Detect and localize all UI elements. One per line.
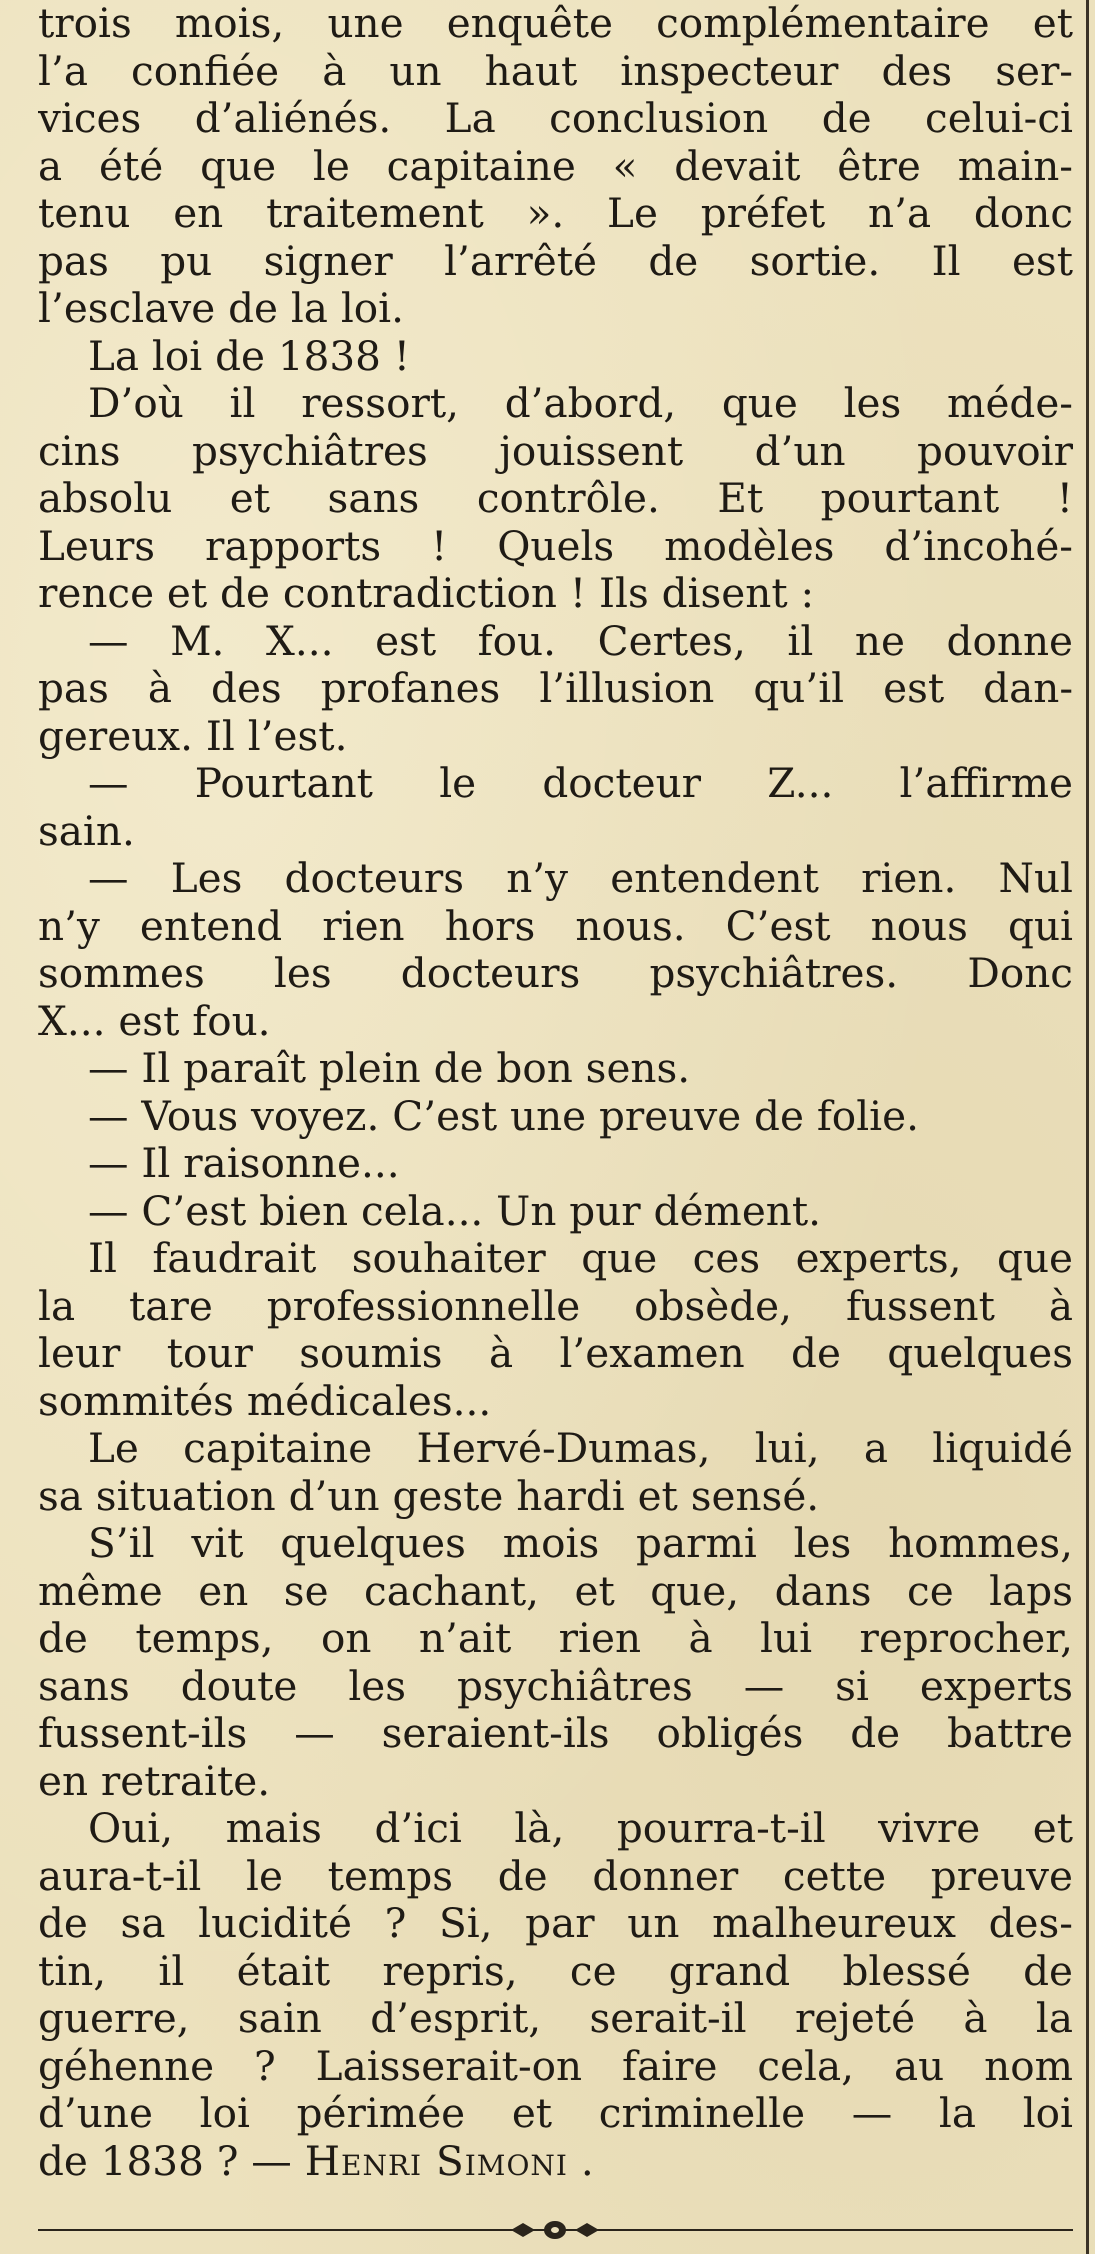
text-line: Leurs rapports ! Quels modèles d’incohé- [38, 522, 1073, 570]
text-line: Il faudrait souhaiter que ces experts, que [88, 1235, 1073, 1282]
text-line: tin, il était repris, ce grand blessé de [38, 1947, 1073, 1995]
text-line: l’a confiée à un haut inspecteur des ser- [38, 47, 1073, 95]
text-line: — Pourtant le docteur Z... l’affirme [88, 760, 1073, 807]
text-line: sa situation d’un geste hardi et sensé. [38, 1472, 820, 1520]
text-line: de sa lucidité ? Si, par un malheureux des- [38, 1900, 1073, 1947]
separator-rule-left [38, 2229, 483, 2231]
separator-ornament-icon [483, 2218, 628, 2242]
text-line: Oui, mais d’ici là, pourra-t-il vivre et [88, 1805, 1073, 1852]
text-line: sommes les docteurs psychiâtres. Donc [38, 950, 1073, 997]
text-line: sain. [38, 807, 135, 855]
end-separator [38, 2218, 1073, 2242]
text-line: gereux. Il l’est. [38, 712, 348, 760]
text-line: — Vous voyez. C’est une preuve de folie. [88, 1092, 919, 1140]
text-line: — Les docteurs n’y entendent rien. Nul [88, 855, 1073, 902]
text-line: absolu et sans contrôle. Et pourtant ! [38, 475, 1073, 522]
text-line: pas à des profanes l’illusion qu’il est dan- [38, 665, 1073, 712]
text-line: géhenne ? Laisserait-on faire cela, au nom [38, 2042, 1073, 2090]
text-line: cins psychiâtres jouissent d’un pouvoir [38, 427, 1073, 475]
text-line: Le capitaine Hervé-Dumas, lui, a liquidé [88, 1425, 1073, 1472]
text-line: sans doute les psychiâtres — si experts [38, 1662, 1073, 1710]
text-line: rence et de contradiction ! Ils disent : [38, 570, 815, 617]
text-line: tenu en traitement ». Le préfet n’a donc [38, 190, 1073, 237]
signature-line [38, 2138, 1073, 2186]
text-line: de 1838 ? — [38, 2137, 292, 2185]
article-column [38, 0, 1073, 2185]
text-line: a été que le capitaine « devait être main- [38, 142, 1073, 190]
text-line: pas pu signer l’arrêté de sortie. Il est [38, 237, 1073, 285]
text-line: S’il vit quelques mois parmi les hommes, [88, 1520, 1073, 1567]
text-line: fussent-ils — seraient-ils obligés de battre [38, 1710, 1073, 1757]
author-signature: Henri Simoni [304, 2137, 568, 2185]
text-line: n’y entend rien hors nous. C’est nous qui [38, 902, 1073, 950]
text-line: — M. X... est fou. Certes, il ne donne [88, 617, 1073, 665]
text-line: — Il paraît plein de bon sens. [88, 1045, 691, 1092]
text-line: de temps, on n’ait rien à lui reprocher, [38, 1615, 1073, 1662]
text-line: D’où il ressort, d’abord, que les méde- [88, 380, 1073, 427]
text-line: guerre, sain d’esprit, serait-il rejeté à la [38, 1995, 1073, 2042]
text-line: vices d’aliénés. La conclusion de celui-ci [38, 95, 1073, 142]
text-line: sommités médicales... [38, 1377, 492, 1425]
text-line: même en se cachant, et que, dans ce laps [38, 1567, 1073, 1615]
text-line: — C’est bien cela... Un pur dément. [88, 1187, 822, 1235]
text-line: La loi de 1838 ! [88, 332, 411, 380]
text-line: — Il raisonne... [88, 1140, 400, 1187]
separator-rule-right [628, 2229, 1073, 2231]
text-line: trois mois, une enquête complémentaire et [38, 0, 1073, 47]
text-line: la tare professionnelle obsède, fussent à [38, 1282, 1073, 1330]
text-line: leur tour soumis à l’examen de quelques [38, 1330, 1073, 1377]
text-line: en retraite. [38, 1757, 271, 1805]
signature-period: . [580, 2137, 594, 2185]
text-line: d’une loi périmée et criminelle — la loi [38, 2090, 1073, 2137]
column-rule [1086, 0, 1089, 2254]
text-line: aura-t-il le temps de donner cette preuve [38, 1852, 1073, 1900]
text-line: l’esclave de la loi. [38, 285, 404, 332]
text-line: X... est fou. [38, 997, 271, 1045]
